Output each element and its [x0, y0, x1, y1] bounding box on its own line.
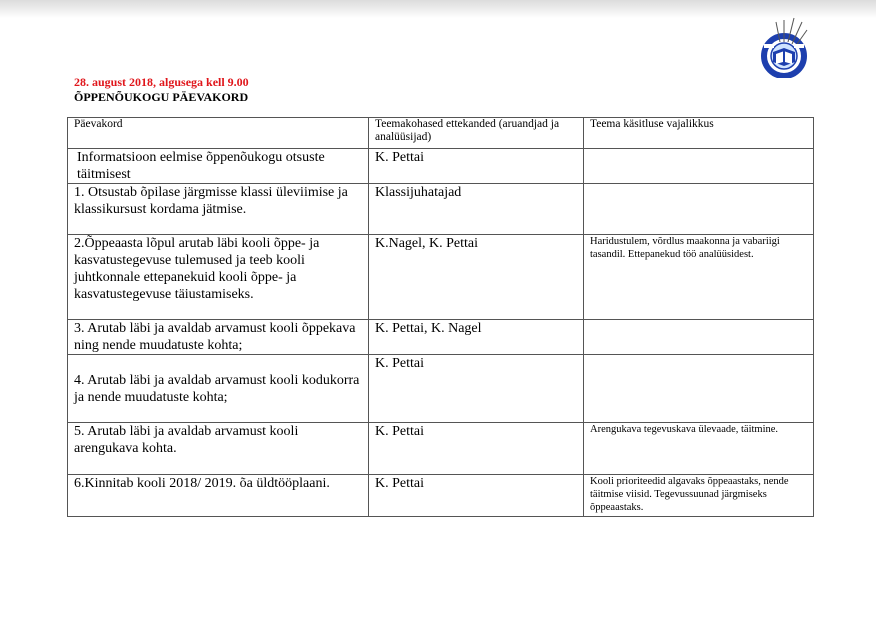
- topic-need: Haridustulem, võrdlus maakonna ja vabariigi tasandil. Ettepanekud töö analüüsidest.: [584, 235, 814, 320]
- presenter: K. Pettai: [369, 475, 584, 517]
- header-agenda: Päevakord: [68, 118, 369, 149]
- table-row: [68, 355, 814, 423]
- agenda-item: 5. Arutab läbi ja avaldab arvamust kooli arengukava kohta.: [68, 423, 369, 475]
- table-row: [68, 184, 814, 235]
- presenter: K. Pettai, K. Nagel: [369, 320, 584, 355]
- agenda-item: 1. Otsustab õpilase järgmisse klassi üleviimise ja klassikursust kordama jätmise.: [68, 184, 369, 235]
- topic-need: [584, 184, 814, 235]
- header-need: Teema käsitluse vajalikkus: [584, 118, 814, 149]
- page-title: ÕPPENÕUKOGU PÄEVAKORD: [74, 90, 249, 104]
- meeting-date: 28. august 2018, algusega kell 9.00: [74, 75, 249, 89]
- school-emblem-icon: [752, 16, 816, 78]
- presenter: K. Pettai: [369, 355, 584, 423]
- agenda-item: 2.Õppeaasta lõpul arutab läbi kooli õppe- ja kasvatustegevuse tulemused ja teeb kooli juhtkonnale ettepanekuid kooli õppe- ja kasvatustegevuse täiustamiseks.: [68, 235, 369, 320]
- table-header-row: [68, 118, 814, 149]
- topic-need: Arengukava tegevuskava ülevaade, täitmine.: [584, 423, 814, 475]
- presenter: K.Nagel, K. Pettai: [369, 235, 584, 320]
- topic-need: [584, 320, 814, 355]
- topic-need: [584, 355, 814, 423]
- table-row: [68, 149, 814, 184]
- table-row: [68, 235, 814, 320]
- viewer-top-bar: [0, 0, 876, 18]
- topic-need: Kooli prioriteedid algavaks õppeaastaks, nende täitmise viisid. Tegevussuunad järgmiseks õppeaastaks.: [584, 475, 814, 517]
- presenter: Klassijuhatajad: [369, 184, 584, 235]
- header-presenters: Teemakohased ettekanded (aruandjad ja analüüsijad): [369, 118, 584, 149]
- table-row: [68, 320, 814, 355]
- agenda-item: Informatsioon eelmise õppenõukogu otsuste täitmisest: [68, 149, 369, 184]
- presenter: K. Pettai: [369, 423, 584, 475]
- agenda-item: 6.Kinnitab kooli 2018/ 2019. õa üldtööplaani.: [68, 475, 369, 517]
- table-row: [68, 475, 814, 517]
- agenda-item: 4. Arutab läbi ja avaldab arvamust kooli kodukorra ja nende muudatuste kohta;: [68, 355, 369, 423]
- agenda-item: 3. Arutab läbi ja avaldab arvamust kooli õppekava ning nende muudatuste kohta;: [68, 320, 369, 355]
- topic-need: [584, 149, 814, 184]
- presenter: K. Pettai: [369, 149, 584, 184]
- agenda-table: [67, 117, 814, 517]
- table-row: [68, 423, 814, 475]
